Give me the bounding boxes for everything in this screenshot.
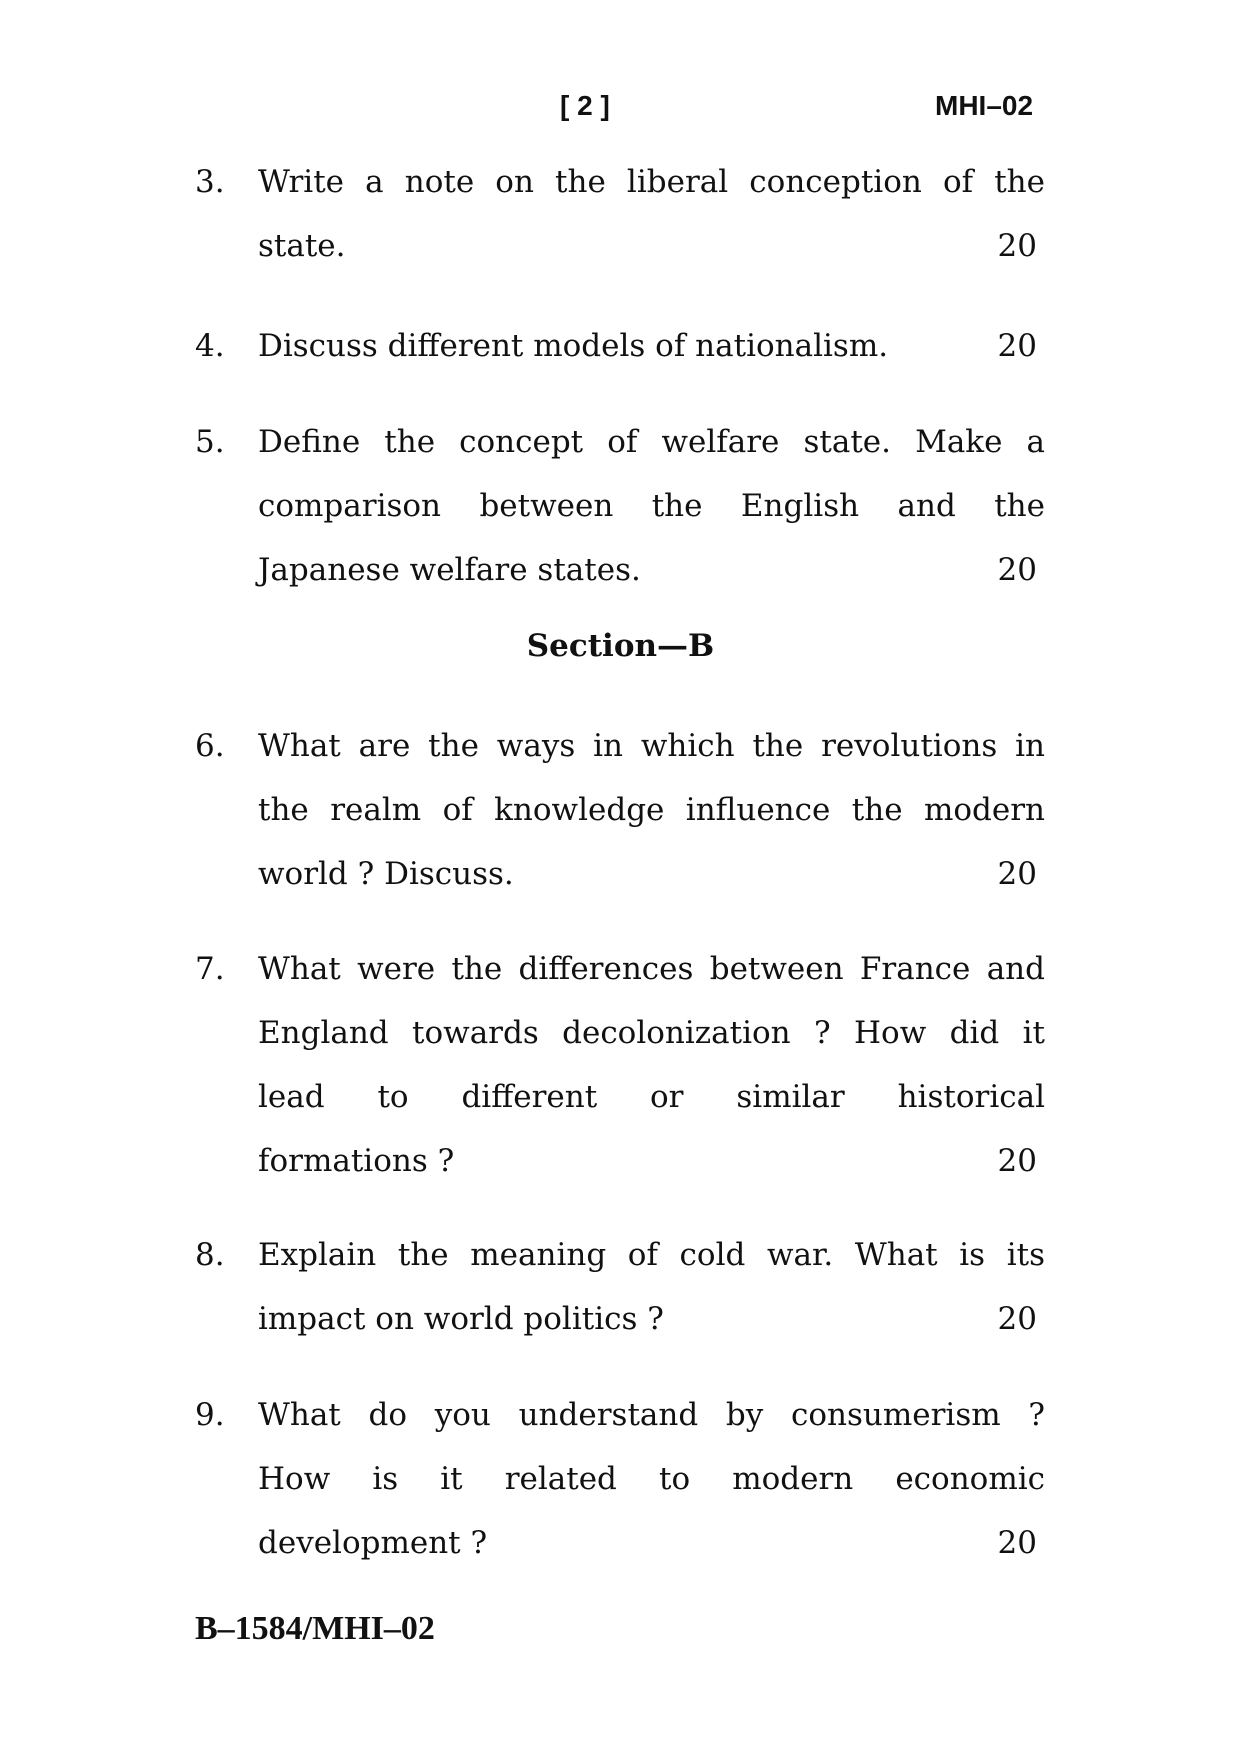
question-line: How is it related to modern economic: [258, 1461, 1045, 1497]
question-number: 9.: [195, 1397, 225, 1433]
marks: 20: [997, 328, 1037, 364]
question-line: What were the differences between France and: [258, 951, 1045, 987]
question-line: Write a note on the liberal conception of the: [258, 164, 1045, 200]
question-line: Define the concept of welfare state. Make a: [258, 424, 1045, 460]
question-line: Japanese welfare states.: [258, 552, 641, 588]
question-number: 8.: [195, 1237, 225, 1273]
marks: 20: [997, 1301, 1037, 1337]
question-number: 7.: [195, 951, 225, 987]
question-line: development ?: [258, 1525, 488, 1561]
question-line: the realm of knowledge influence the modern: [258, 792, 1045, 828]
question-number: 3.: [195, 164, 225, 200]
marks: 20: [997, 228, 1037, 264]
question-number: 5.: [195, 424, 225, 460]
question-line: Explain the meaning of cold war. What is its: [258, 1237, 1045, 1273]
question-line: What are the ways in which the revolutions in: [258, 728, 1045, 764]
question-line: lead to different or similar historical: [258, 1079, 1045, 1115]
question-line: formations ?: [258, 1143, 455, 1179]
section-heading: Section—B: [526, 628, 715, 664]
question-line: What do you understand by consumerism ?: [258, 1397, 1045, 1433]
paper-code-header: MHI–02: [935, 90, 1034, 121]
question-line: world ? Discuss.: [258, 856, 514, 892]
marks: 20: [997, 552, 1037, 588]
question-line: England towards decolonization ? How did it: [258, 1015, 1045, 1051]
marks: 20: [997, 1143, 1037, 1179]
marks: 20: [997, 1525, 1037, 1561]
question-line: Discuss different models of nationalism.: [258, 328, 889, 364]
question-line: impact on world politics ?: [258, 1301, 664, 1337]
footer-paper-code: B–1584/MHI–02: [195, 1610, 435, 1647]
question-line: comparison between the English and the: [258, 488, 1045, 524]
question-line: state.: [258, 228, 346, 264]
marks: 20: [997, 856, 1037, 892]
question-number: 4.: [195, 328, 225, 364]
question-number: 6.: [195, 728, 225, 764]
page-number: [ 2 ]: [560, 90, 610, 121]
